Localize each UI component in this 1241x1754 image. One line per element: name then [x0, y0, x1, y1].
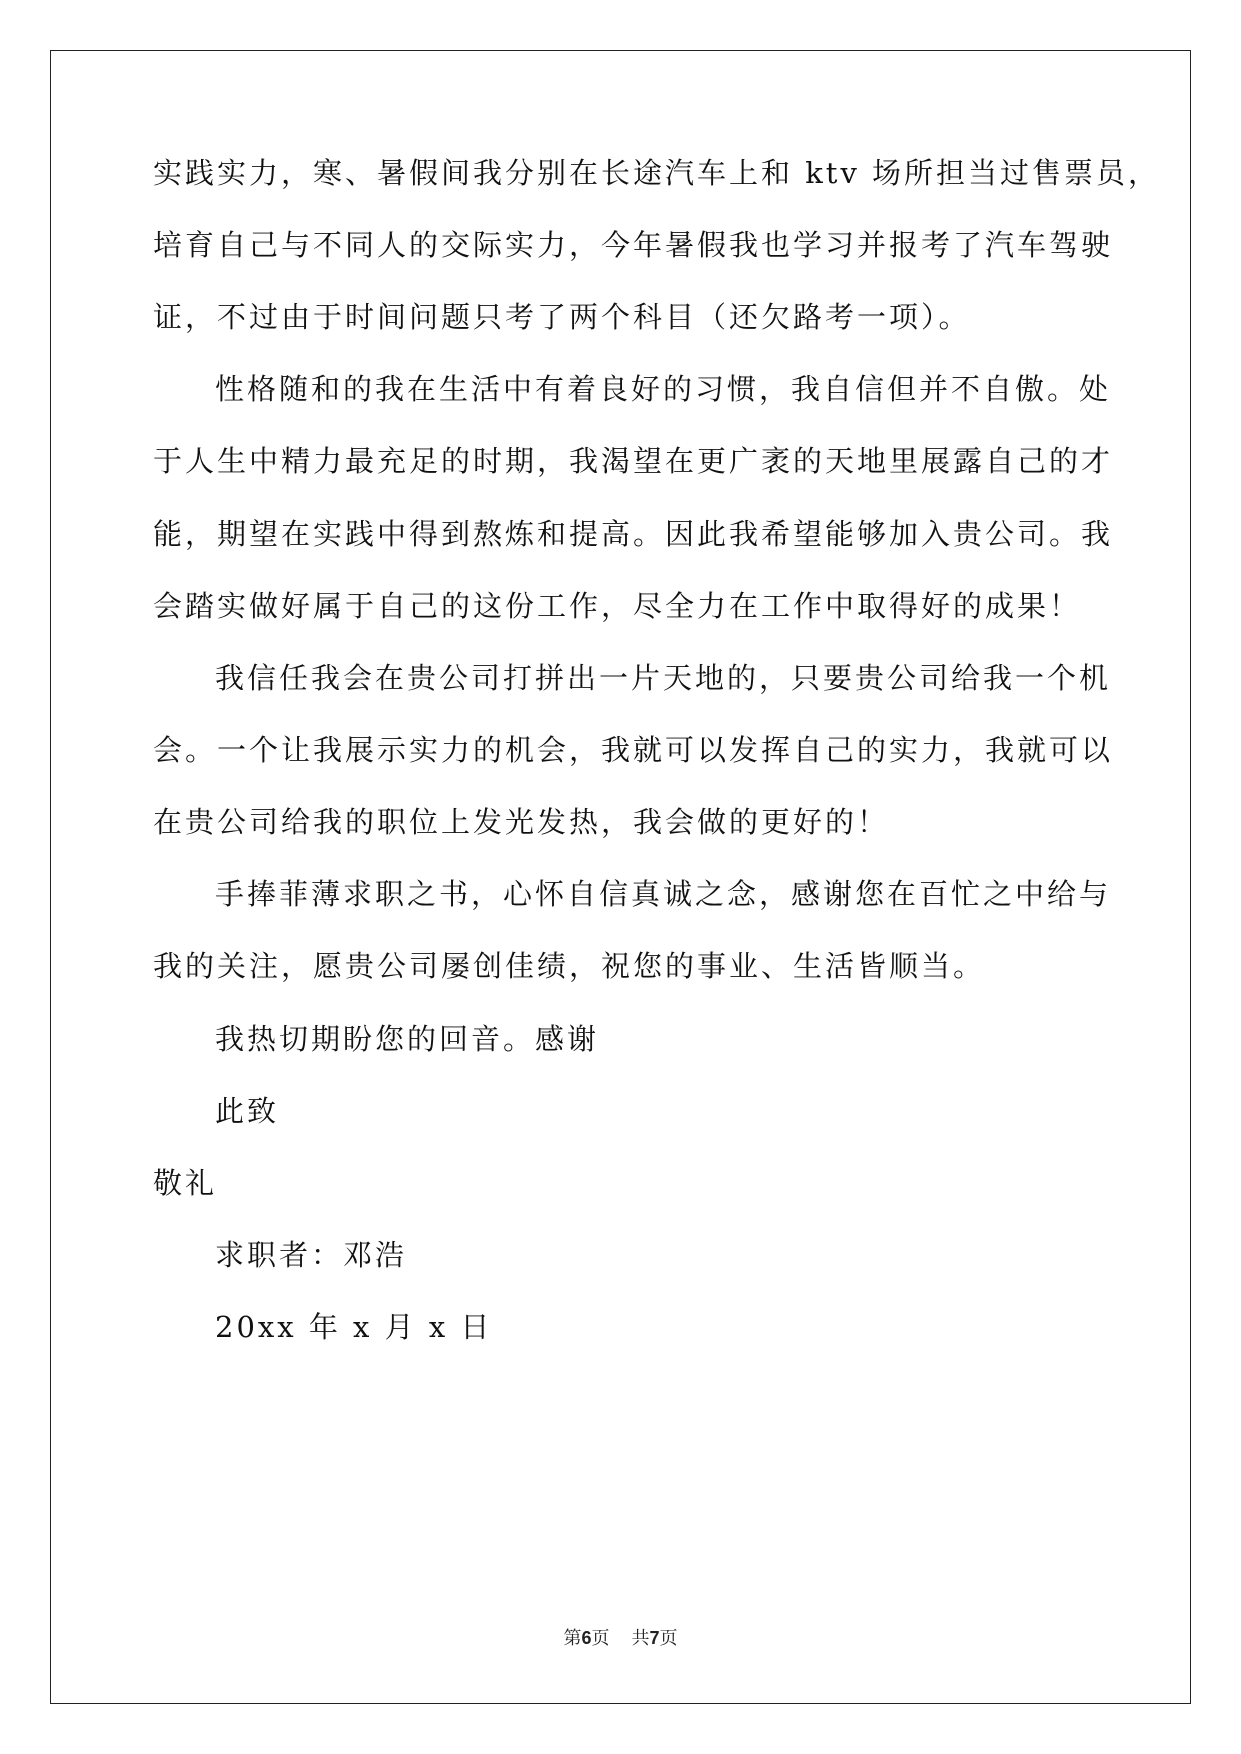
closing-thanks: 我热切期盼您的回音。感谢 [215, 1022, 600, 1056]
signature-date: 20xx 年 x 月 x 日 [215, 1310, 493, 1344]
body-line: 手捧菲薄求职之书，心怀自信真诚之念，感谢您在百忙之中给与 [215, 877, 1112, 911]
page-total: 7 [649, 1628, 660, 1648]
body-line: 实践实力，寒、暑假间我分别在长途汽车上和 ktv 场所担当过售票员， [153, 156, 1161, 190]
page-prefix: 第 [563, 1628, 582, 1649]
signature-applicant: 求职者：邓浩 [215, 1238, 408, 1272]
total-suffix: 页 [659, 1628, 678, 1649]
body-line: 能，期望在实践中得到熬炼和提高。因此我希望能够加入贵公司。我 [153, 517, 1114, 551]
total-prefix: 共 [631, 1628, 650, 1649]
salutation-cizhi: 此致 [215, 1094, 280, 1128]
body-line: 培育自己与不同人的交际实力，今年暑假我也学习并报考了汽车驾驶 [153, 228, 1114, 262]
body-line: 会。一个让我展示实力的机会，我就可以发挥自己的实力，我就可以 [153, 733, 1114, 767]
page-suffix: 页 [591, 1628, 610, 1649]
body-line: 证，不过由于时间问题只考了两个科目（还欠路考一项）。 [153, 300, 971, 334]
body-line: 我的关注，愿贵公司屡创佳绩，祝您的事业、生活皆顺当。 [153, 949, 986, 983]
body-line: 性格随和的我在生活中有着良好的习惯，我自信但并不自傲。处 [215, 372, 1112, 406]
page-footer [0, 1624, 1241, 1650]
page-current: 6 [581, 1628, 592, 1648]
salutation-jingli: 敬礼 [153, 1166, 218, 1200]
body-line: 在贵公司给我的职位上发光发热，我会做的更好的！ [153, 805, 890, 839]
body-line: 会踏实做好属于自己的这份工作，尽全力在工作中取得好的成果！ [153, 589, 1082, 623]
body-line: 于人生中精力最充足的时期，我渴望在更广袤的天地里展露自己的才 [153, 444, 1114, 478]
body-line: 我信任我会在贵公司打拼出一片天地的，只要贵公司给我一个机 [215, 661, 1112, 695]
